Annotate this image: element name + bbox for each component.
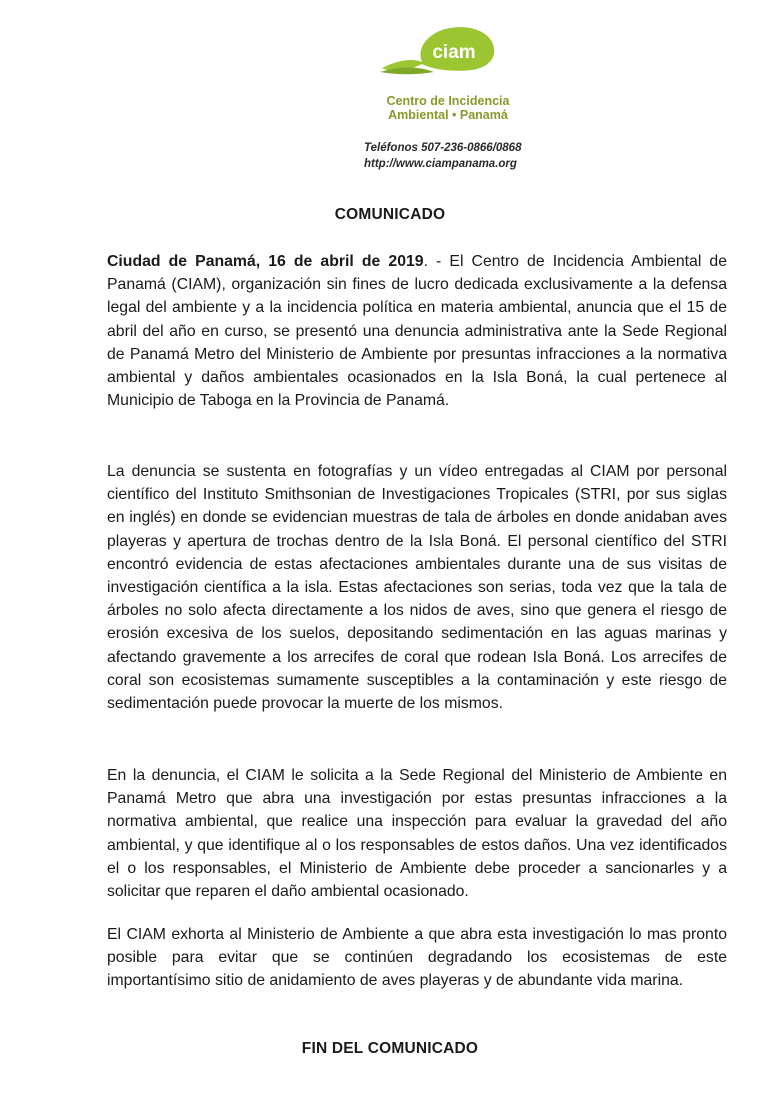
paragraph-4-text: El CIAM exhorta al Ministerio de Ambiente a que abra esta investigación lo mas pronto posible para evitar que se continúen degradando los ecosistemas de este importantísimo sitio de anidamiento de aves playeras y de abundante vida marina. — [107, 926, 727, 990]
paragraph-1-text: . - El Centro de Incidencia Ambiental de Panamá (CIAM), organización sin fines de lucro dedicada exclusivamente a la defensa legal del ambiente y a la incidencia política en materia ambiental, anuncia que el 15 de abril del año en curso, se presentó una denuncia administrativa ante la Sede Regional de Panamá Metro del Ministerio de Ambiente por presuntas infracciones a la normativa ambiental y daños ambientales ocasionados en la Isla Boná, la cual pertenece al Municipio de Taboga en la Provincia de Panamá. — [107, 253, 727, 410]
paragraph-4 — [107, 923, 727, 993]
contact-info — [364, 140, 564, 172]
dateline: Ciudad de Panamá, 16 de abril de 2019 — [107, 253, 424, 270]
end-of-statement: FIN DEL COMUNICADO — [301, 1040, 479, 1057]
phone-numbers: Teléfonos 507-236-0866/0868 — [364, 142, 522, 154]
paragraph-3 — [107, 764, 727, 903]
ciam-logo — [378, 24, 498, 94]
paragraph-1 — [107, 250, 727, 412]
document-title: COMUNICADO — [334, 206, 446, 223]
org-name-line-2: Ambiental • Panamá — [388, 108, 508, 122]
paragraph-2-text: La denuncia se sustenta en fotografías y un vídeo entregadas al CIAM por personal científico del Instituto Smithsonian de Investigaciones Tropicales (STRI, por sus siglas en inglés) en donde se evidencian muestras de tala de árboles en donde anidaban aves playeras y apertura de trochas dentro de la Isla Boná. El personal científico del STRI encontró evidencia de estas afectaciones ambientales durante una de sus visitas de investigación científica a la isla. Estas afectaciones son serias, toda vez que la tala de árboles no solo afecta directamente a los nidos de aves, sino que genera el riesgo de erosión excesiva de los suelos, depositando sedimentación en las aguas marinas y afectando gravemente a los arrecifes de coral que rodean Isla Boná. Los arrecifes de coral son ecosistemas sumamente susceptibles a la contaminación y este riesgo de sedimentación puede provocar la muerte de los mismos. — [107, 463, 727, 713]
organization-name — [368, 94, 528, 122]
paragraph-2 — [107, 460, 727, 715]
org-name-line-1: Centro de Incidencia — [386, 94, 510, 108]
paragraph-3-text: En la denuncia, el CIAM le solicita a la Sede Regional del Ministerio de Ambiente en Panamá Metro que abra una investigación por estas presuntas infracciones a la normativa ambiental, que realice una inspección para evaluar la gravedad del año ambiental, y que identifique al o los responsables de estos daños. Una vez identificados el o los responsables, el Ministerio de Ambiente debe proceder a sancionarles y a solicitar que reparen el daño ambiental ocasionado. — [107, 767, 727, 901]
logo-text: ciam — [432, 42, 476, 63]
website-url: http://www.ciampanama.org — [364, 158, 517, 170]
